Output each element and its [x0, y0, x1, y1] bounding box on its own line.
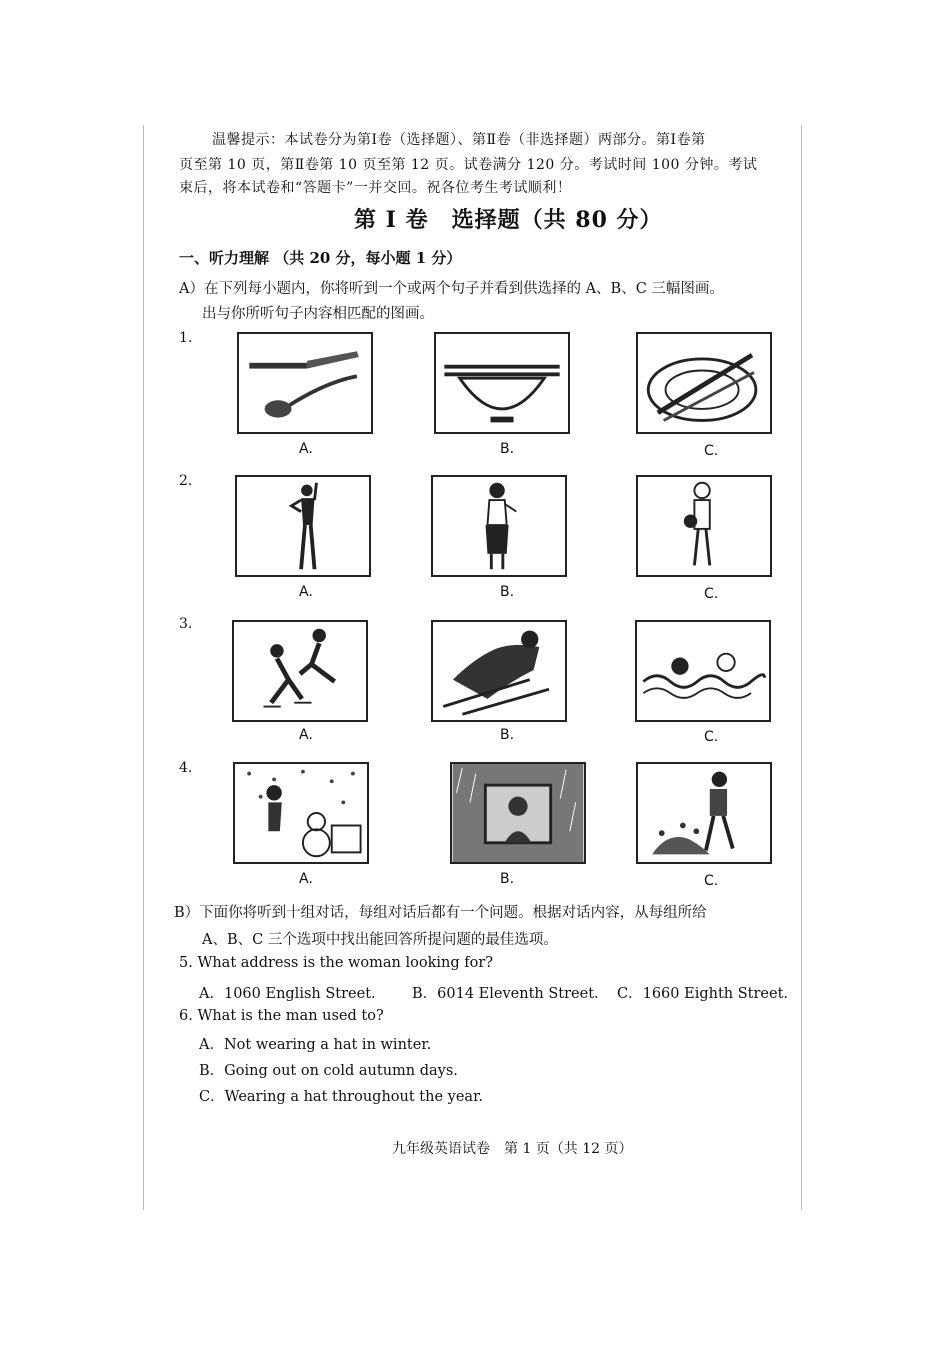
part-a-instruction-2: 出与你所听句子内容相匹配的图画。 — [202, 306, 434, 322]
option-label: A. — [299, 441, 313, 457]
option-label: A. — [299, 584, 313, 600]
option-label: C. — [704, 873, 719, 889]
question-6-option-b[interactable]: B．Going out on cold autumn days. — [199, 1063, 458, 1079]
page-footer: 九年级英语试卷 第 1 页（共 12 页） — [392, 1141, 633, 1157]
part-title: 第 I 卷 选择题（共 80 分） — [354, 207, 663, 233]
autumn-leaves-icon[interactable] — [636, 762, 772, 864]
bowl-chopsticks-icon[interactable] — [434, 332, 570, 434]
plate-fork-knife-icon[interactable] — [636, 332, 772, 434]
section-heading: 一、听力理解 （共 20 分，每小题 1 分） — [179, 249, 462, 267]
option-label: C. — [704, 729, 719, 745]
question-6-option-c[interactable]: C．Wearing a hat throughout the year. — [199, 1089, 484, 1105]
woman-skirt-icon[interactable] — [431, 475, 567, 577]
option-label: B. — [500, 441, 515, 457]
option-label: B. — [500, 584, 515, 600]
exam-page — [143, 125, 802, 1210]
option-label: C. — [704, 586, 719, 602]
question-5-option-c[interactable]: C．1660 Eighth Street. — [617, 986, 789, 1002]
swimming-icon[interactable] — [635, 620, 771, 722]
skating-icon[interactable] — [232, 620, 368, 722]
option-label: A. — [299, 727, 313, 743]
question-6-stem: 6. What is the man used to? — [179, 1008, 384, 1024]
option-label: A. — [299, 871, 313, 887]
part-b-instruction-2: A、B、C 三个选项中找出能回答所提问题的最佳选项。 — [202, 932, 558, 948]
question-number: 3. — [179, 616, 193, 632]
option-label: B. — [500, 871, 515, 887]
boy-ball-icon[interactable] — [636, 475, 772, 577]
question-5-option-b[interactable]: B．6014 Eleventh Street. — [412, 986, 599, 1002]
option-label: B. — [500, 727, 515, 743]
knife-spoon-icon[interactable] — [237, 332, 373, 434]
rain-window-icon[interactable] — [450, 762, 586, 864]
part-b-instruction-1: B）下面你将听到十组对话，每组对话后都有一个问题。根据对话内容，从每组所给 — [174, 905, 707, 921]
notice-line-3: 束后，将本试卷和“答题卡”一并交回。祝各位考生考试顺利！ — [179, 180, 572, 196]
question-number: 2. — [179, 473, 193, 489]
notice-line-2: 页至第 10 页，第Ⅱ卷第 10 页至第 12 页。试卷满分 120 分。考试时间 100 分钟。考试 — [179, 157, 758, 173]
option-label: C. — [704, 443, 719, 459]
stretching-woman-icon[interactable] — [235, 475, 371, 577]
skiing-icon[interactable] — [431, 620, 567, 722]
notice-line-1: 温馨提示：本试卷分为第Ⅰ卷（选择题）、第Ⅱ卷（非选择题）两部分。第Ⅰ卷第 — [212, 132, 706, 148]
snowman-snow-icon[interactable] — [233, 762, 369, 864]
question-number: 4. — [179, 760, 193, 776]
question-5-option-a[interactable]: A．1060 English Street. — [199, 986, 376, 1002]
question-5-stem: 5. What address is the woman looking for? — [179, 955, 494, 971]
part-a-instruction-1: A）在下列每小题内，你将听到一个或两个句子并看到供选择的 A、B、C 三幅图画。 — [179, 281, 724, 297]
question-6-option-a[interactable]: A．Not wearing a hat in winter. — [199, 1037, 432, 1053]
question-number: 1. — [179, 330, 193, 346]
